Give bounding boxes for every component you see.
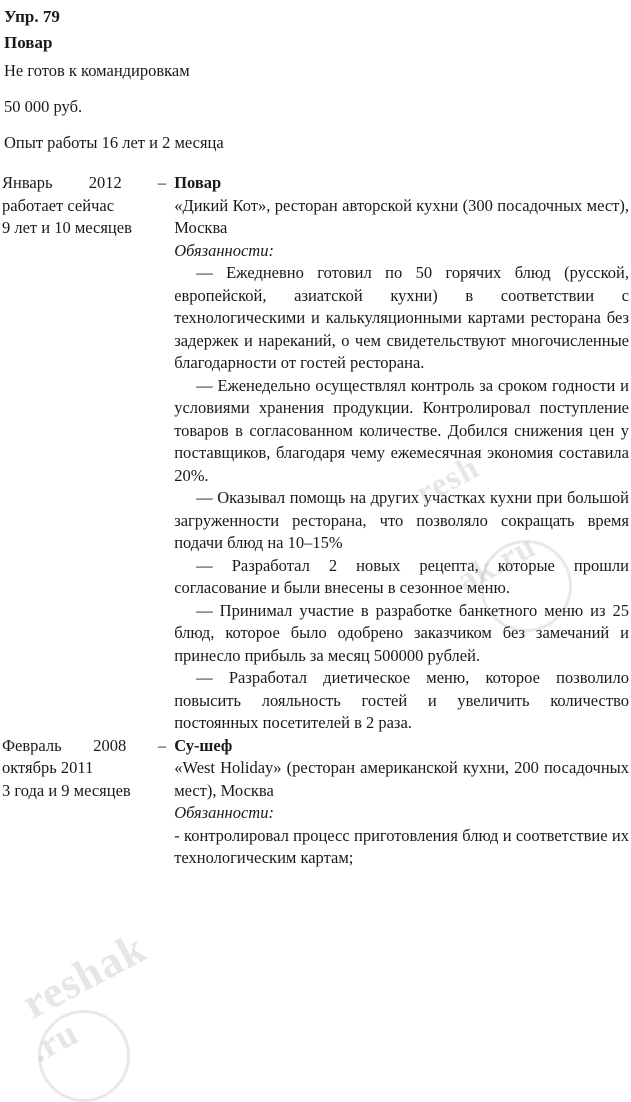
duty-item: — Оказывал помощь на других участках кухни при большой загруженности ресторана, что позволяло сокращать время подачи блюд на 10–15% bbox=[174, 488, 629, 552]
exercise-number: Упр. 79 bbox=[4, 7, 60, 26]
watermark-text: reshak bbox=[14, 922, 155, 1029]
period-start: Январь 2012 – bbox=[2, 173, 167, 192]
period-cell bbox=[2, 735, 174, 870]
period-end: работает сейчас bbox=[2, 195, 115, 215]
watermark-ring-icon bbox=[38, 1010, 130, 1102]
job-role: Су-шеф bbox=[174, 735, 233, 755]
period-start: Февраль 2008 – bbox=[2, 735, 167, 755]
watermark-text: ak.ru bbox=[450, 527, 542, 600]
duty-item: — Разработал 2 новых рецепта, которые прошли согласование и были внесены в сезонное меню. bbox=[174, 555, 629, 597]
salary-line: 50 000 руб. bbox=[4, 97, 83, 116]
experience-line: Опыт работы 16 лет и 2 месяца bbox=[4, 133, 224, 152]
duties-label: Обязанности: bbox=[174, 803, 274, 822]
page-title: Повар bbox=[4, 33, 53, 52]
details-cell bbox=[174, 735, 629, 870]
period-cell bbox=[2, 172, 174, 735]
job-role: Повар bbox=[174, 173, 222, 192]
duty-item: — Разработал диетическое меню, которое позволило повысить лояльность гостей и увеличить количество постоянных посетителей в 2 раза. bbox=[174, 668, 629, 732]
business-trips-line: Не готов к командировкам bbox=[4, 61, 190, 80]
watermark-text: .ru bbox=[23, 1012, 85, 1070]
company-name: «West Holiday» (ресторан американской кухни, 200 посадочных мест), Москва bbox=[174, 758, 629, 800]
duty-item: — Еженедельно осуществлял контроль за сроком годности и условиями хранения продукции. Контролировал поступление товаров в согласованном количестве. Добился снижения цен у поставщиков, благодаря чему ежемесячная экономия составила 20%. bbox=[174, 375, 629, 485]
company-name: «Дикий Кот», ресторан авторской кухни (300 посадочных мест), Москва bbox=[174, 195, 629, 237]
experience-table bbox=[2, 172, 629, 870]
watermark-text: resh bbox=[409, 448, 486, 513]
table-row bbox=[2, 172, 629, 735]
duties-label: Обязанности: bbox=[174, 240, 274, 260]
period-duration: 9 лет и 10 месяцев bbox=[2, 218, 132, 237]
period-end: октябрь 2011 bbox=[2, 758, 94, 777]
table-row bbox=[2, 735, 629, 870]
period-duration: 3 года и 9 месяцев bbox=[2, 780, 131, 800]
duty-item: — Ежедневно готовил по 50 горячих блюд (русской, европейской, азиатской кухни) в соответствии с технологическими и калькуляционными картами ресторана без задержек и нареканий, о чем свидетельствуют многочисленные благодарности от гостей ресторана. bbox=[174, 263, 629, 372]
duty-item: — Принимал участие в разработке банкетного меню из 25 блюд, которое было одобрено заказчиком без замечаний и принесло прибыль за месяц 500000 рублей. bbox=[174, 600, 629, 665]
duty-item: - контролировал процесс приготовления блюд и соответствие их технологическим картам; bbox=[174, 825, 629, 867]
details-cell bbox=[174, 172, 629, 735]
